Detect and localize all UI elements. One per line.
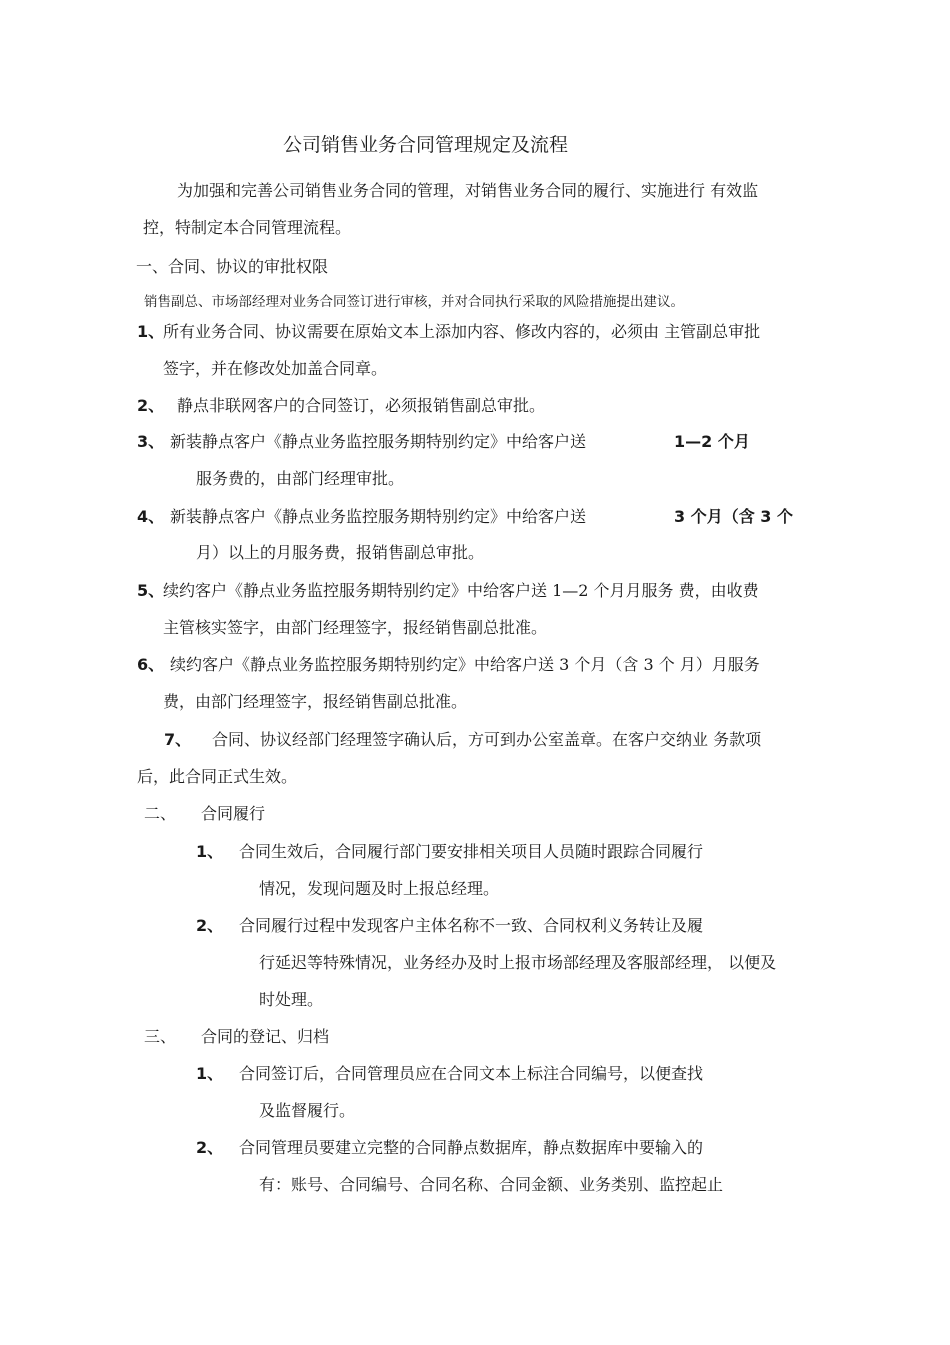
item-number: 2、 (137, 396, 165, 415)
item-text: 合同、协议经部门经理签字确认后，方可到办公室盖章。在客户交纳业 务款项 (212, 730, 762, 749)
item-number: 3、 (137, 432, 165, 451)
item-text: 新装静点客户《静点业务监控服务期特别约定》中给客户送 (170, 432, 587, 451)
item-number: 4、 (137, 507, 165, 526)
item-text: 时处理。 (259, 990, 324, 1009)
item-number: 1、 (137, 322, 165, 341)
item-duration: 3 个月（含 3 个 (674, 507, 793, 526)
item-number: 5、 (137, 581, 165, 600)
item-number: 1、 (196, 1064, 224, 1083)
item-text: 静点非联网客户的合同签订，必须报销售副总审批。 (177, 396, 546, 415)
item-text: 后，此合同正式生效。 (137, 767, 298, 786)
document-title: 公司销售业务合同管理规定及流程 (283, 134, 569, 156)
intro-line-1: 为加强和完善公司销售业务合同的管理，对销售业务合同的履行、实施进行 有效监 (177, 181, 759, 200)
item-number: 2、 (196, 916, 224, 935)
item-duration: 1—2 个月 (674, 432, 750, 451)
section-3-number: 三、 (144, 1027, 177, 1046)
item-text: 新装静点客户《静点业务监控服务期特别约定》中给客户送 (170, 507, 587, 526)
item-text: 续约客户《静点业务监控服务期特别约定》中给客户送 3 个月（含 3 个 月）月服务 (170, 655, 760, 674)
item-text: 合同履行过程中发现客户主体名称不一致、合同权利义务转让及履 (239, 916, 704, 935)
item-text: 费，由部门经理签字，报经销售副总批准。 (163, 692, 468, 711)
section-2-number: 二、 (144, 804, 177, 823)
section-1-heading: 一、合同、协议的审批权限 (136, 257, 329, 276)
section-2-heading: 合同履行 (201, 804, 266, 823)
item-text: 合同签订后，合同管理员应在合同文本上标注合同编号，以便查找 (239, 1064, 704, 1083)
item-text: 合同管理员要建立完整的合同静点数据库，静点数据库中要输入的 (239, 1138, 704, 1157)
item-number: 7、 (164, 730, 192, 749)
item-number: 6、 (137, 655, 165, 674)
item-text: 签字，并在修改处加盖合同章。 (163, 359, 388, 378)
item-text: 月）以上的月服务费，报销售副总审批。 (196, 543, 485, 562)
section-3-heading: 合同的登记、归档 (201, 1027, 330, 1046)
item-number: 2、 (196, 1138, 224, 1157)
item-text: 行延迟等特殊情况，业务经办及时上报市场部经理及客服部经理， 以便及 (259, 953, 777, 972)
item-text: 合同生效后，合同履行部门要安排相关项目人员随时跟踪合同履行 (239, 842, 704, 861)
item-text: 主管核实签字，由部门经理签字，报经销售副总批准。 (163, 618, 548, 637)
intro-line-2: 控，特制定本合同管理流程。 (143, 218, 352, 237)
item-text: 续约客户《静点业务监控服务期特别约定》中给客户送 1—2 个月月服务 费，由收费 (163, 581, 759, 600)
item-number: 1、 (196, 842, 224, 861)
section-1-note: 销售副总、市场部经理对业务合同签订进行审核，并对合同执行采取的风险措施提出建议。 (144, 294, 684, 310)
item-text: 及监督履行。 (259, 1101, 356, 1120)
item-text: 情况，发现问题及时上报总经理。 (259, 879, 500, 898)
item-text: 有：账号、合同编号、合同名称、合同金额、业务类别、监控起止 (259, 1175, 724, 1194)
item-text: 服务费的，由部门经理审批。 (196, 469, 405, 488)
item-text: 所有业务合同、协议需要在原始文本上添加内容、修改内容的，必须由 主管副总审批 (163, 322, 761, 341)
